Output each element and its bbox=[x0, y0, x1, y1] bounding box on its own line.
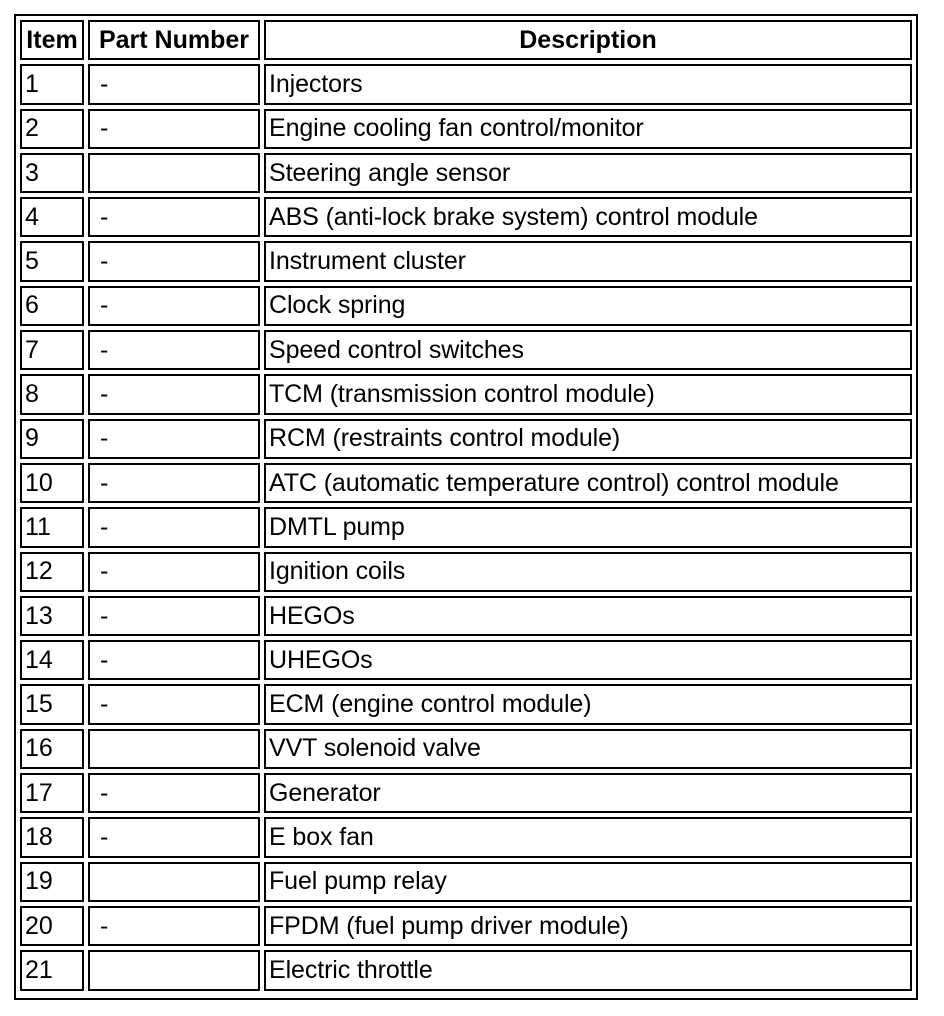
cell-part-number: - bbox=[88, 906, 260, 946]
table-row bbox=[20, 640, 912, 680]
cell-description: ATC (automatic temperature control) control module bbox=[264, 463, 912, 503]
cell-description: FPDM (fuel pump driver module) bbox=[264, 906, 912, 946]
table-body bbox=[20, 64, 912, 990]
cell-description: ECM (engine control module) bbox=[264, 684, 912, 724]
table-row bbox=[20, 419, 912, 459]
table-row bbox=[20, 950, 912, 990]
table-row bbox=[20, 684, 912, 724]
cell-item: 19 bbox=[20, 862, 84, 902]
table-row bbox=[20, 773, 912, 813]
cell-part-number bbox=[88, 950, 260, 990]
table-row bbox=[20, 286, 912, 326]
cell-part-number: - bbox=[88, 241, 260, 281]
table-row bbox=[20, 552, 912, 592]
cell-part-number: - bbox=[88, 684, 260, 724]
cell-part-number: - bbox=[88, 330, 260, 370]
cell-item: 8 bbox=[20, 374, 84, 414]
cell-description: RCM (restraints control module) bbox=[264, 419, 912, 459]
cell-description: Ignition coils bbox=[264, 552, 912, 592]
table-row bbox=[20, 153, 912, 193]
table-row bbox=[20, 197, 912, 237]
table-row bbox=[20, 906, 912, 946]
table-header-row bbox=[20, 20, 912, 60]
cell-part-number: - bbox=[88, 419, 260, 459]
cell-part-number: - bbox=[88, 773, 260, 813]
cell-item: 6 bbox=[20, 286, 84, 326]
cell-item: 2 bbox=[20, 109, 84, 149]
header-item: Item bbox=[20, 20, 84, 60]
cell-item: 11 bbox=[20, 507, 84, 547]
cell-description: Fuel pump relay bbox=[264, 862, 912, 902]
cell-item: 21 bbox=[20, 950, 84, 990]
cell-description: Speed control switches bbox=[264, 330, 912, 370]
table-row bbox=[20, 862, 912, 902]
table-row bbox=[20, 109, 912, 149]
cell-item: 1 bbox=[20, 64, 84, 104]
cell-description: E box fan bbox=[264, 817, 912, 857]
cell-item: 4 bbox=[20, 197, 84, 237]
cell-item: 3 bbox=[20, 153, 84, 193]
cell-part-number: - bbox=[88, 109, 260, 149]
table-row bbox=[20, 374, 912, 414]
cell-part-number: - bbox=[88, 197, 260, 237]
cell-description: DMTL pump bbox=[264, 507, 912, 547]
table-row bbox=[20, 817, 912, 857]
table-row bbox=[20, 729, 912, 769]
cell-item: 5 bbox=[20, 241, 84, 281]
table-row bbox=[20, 596, 912, 636]
cell-description: Engine cooling fan control/monitor bbox=[264, 109, 912, 149]
cell-item: 15 bbox=[20, 684, 84, 724]
table-row bbox=[20, 463, 912, 503]
cell-part-number: - bbox=[88, 817, 260, 857]
table-row bbox=[20, 507, 912, 547]
cell-part-number: - bbox=[88, 596, 260, 636]
cell-item: 17 bbox=[20, 773, 84, 813]
cell-description: HEGOs bbox=[264, 596, 912, 636]
cell-item: 7 bbox=[20, 330, 84, 370]
cell-item: 9 bbox=[20, 419, 84, 459]
cell-description: Clock spring bbox=[264, 286, 912, 326]
header-part-number: Part Number bbox=[88, 20, 260, 60]
cell-item: 20 bbox=[20, 906, 84, 946]
cell-part-number: - bbox=[88, 374, 260, 414]
cell-item: 10 bbox=[20, 463, 84, 503]
cell-part-number bbox=[88, 862, 260, 902]
cell-part-number: - bbox=[88, 507, 260, 547]
cell-description: Generator bbox=[264, 773, 912, 813]
cell-part-number bbox=[88, 153, 260, 193]
table-row bbox=[20, 64, 912, 104]
cell-item: 14 bbox=[20, 640, 84, 680]
cell-description: Instrument cluster bbox=[264, 241, 912, 281]
cell-item: 16 bbox=[20, 729, 84, 769]
header-description: Description bbox=[264, 20, 912, 60]
cell-description: Electric throttle bbox=[264, 950, 912, 990]
cell-description: UHEGOs bbox=[264, 640, 912, 680]
cell-item: 18 bbox=[20, 817, 84, 857]
cell-description: TCM (transmission control module) bbox=[264, 374, 912, 414]
cell-item: 12 bbox=[20, 552, 84, 592]
cell-part-number bbox=[88, 729, 260, 769]
parts-table-frame bbox=[14, 14, 918, 1000]
table-row bbox=[20, 241, 912, 281]
cell-item: 13 bbox=[20, 596, 84, 636]
parts-table bbox=[16, 16, 916, 995]
table-row bbox=[20, 330, 912, 370]
cell-part-number: - bbox=[88, 64, 260, 104]
cell-description: ABS (anti-lock brake system) control module bbox=[264, 197, 912, 237]
cell-part-number: - bbox=[88, 640, 260, 680]
cell-description: Steering angle sensor bbox=[264, 153, 912, 193]
cell-part-number: - bbox=[88, 552, 260, 592]
cell-description: Injectors bbox=[264, 64, 912, 104]
cell-part-number: - bbox=[88, 286, 260, 326]
cell-description: VVT solenoid valve bbox=[264, 729, 912, 769]
cell-part-number: - bbox=[88, 463, 260, 503]
